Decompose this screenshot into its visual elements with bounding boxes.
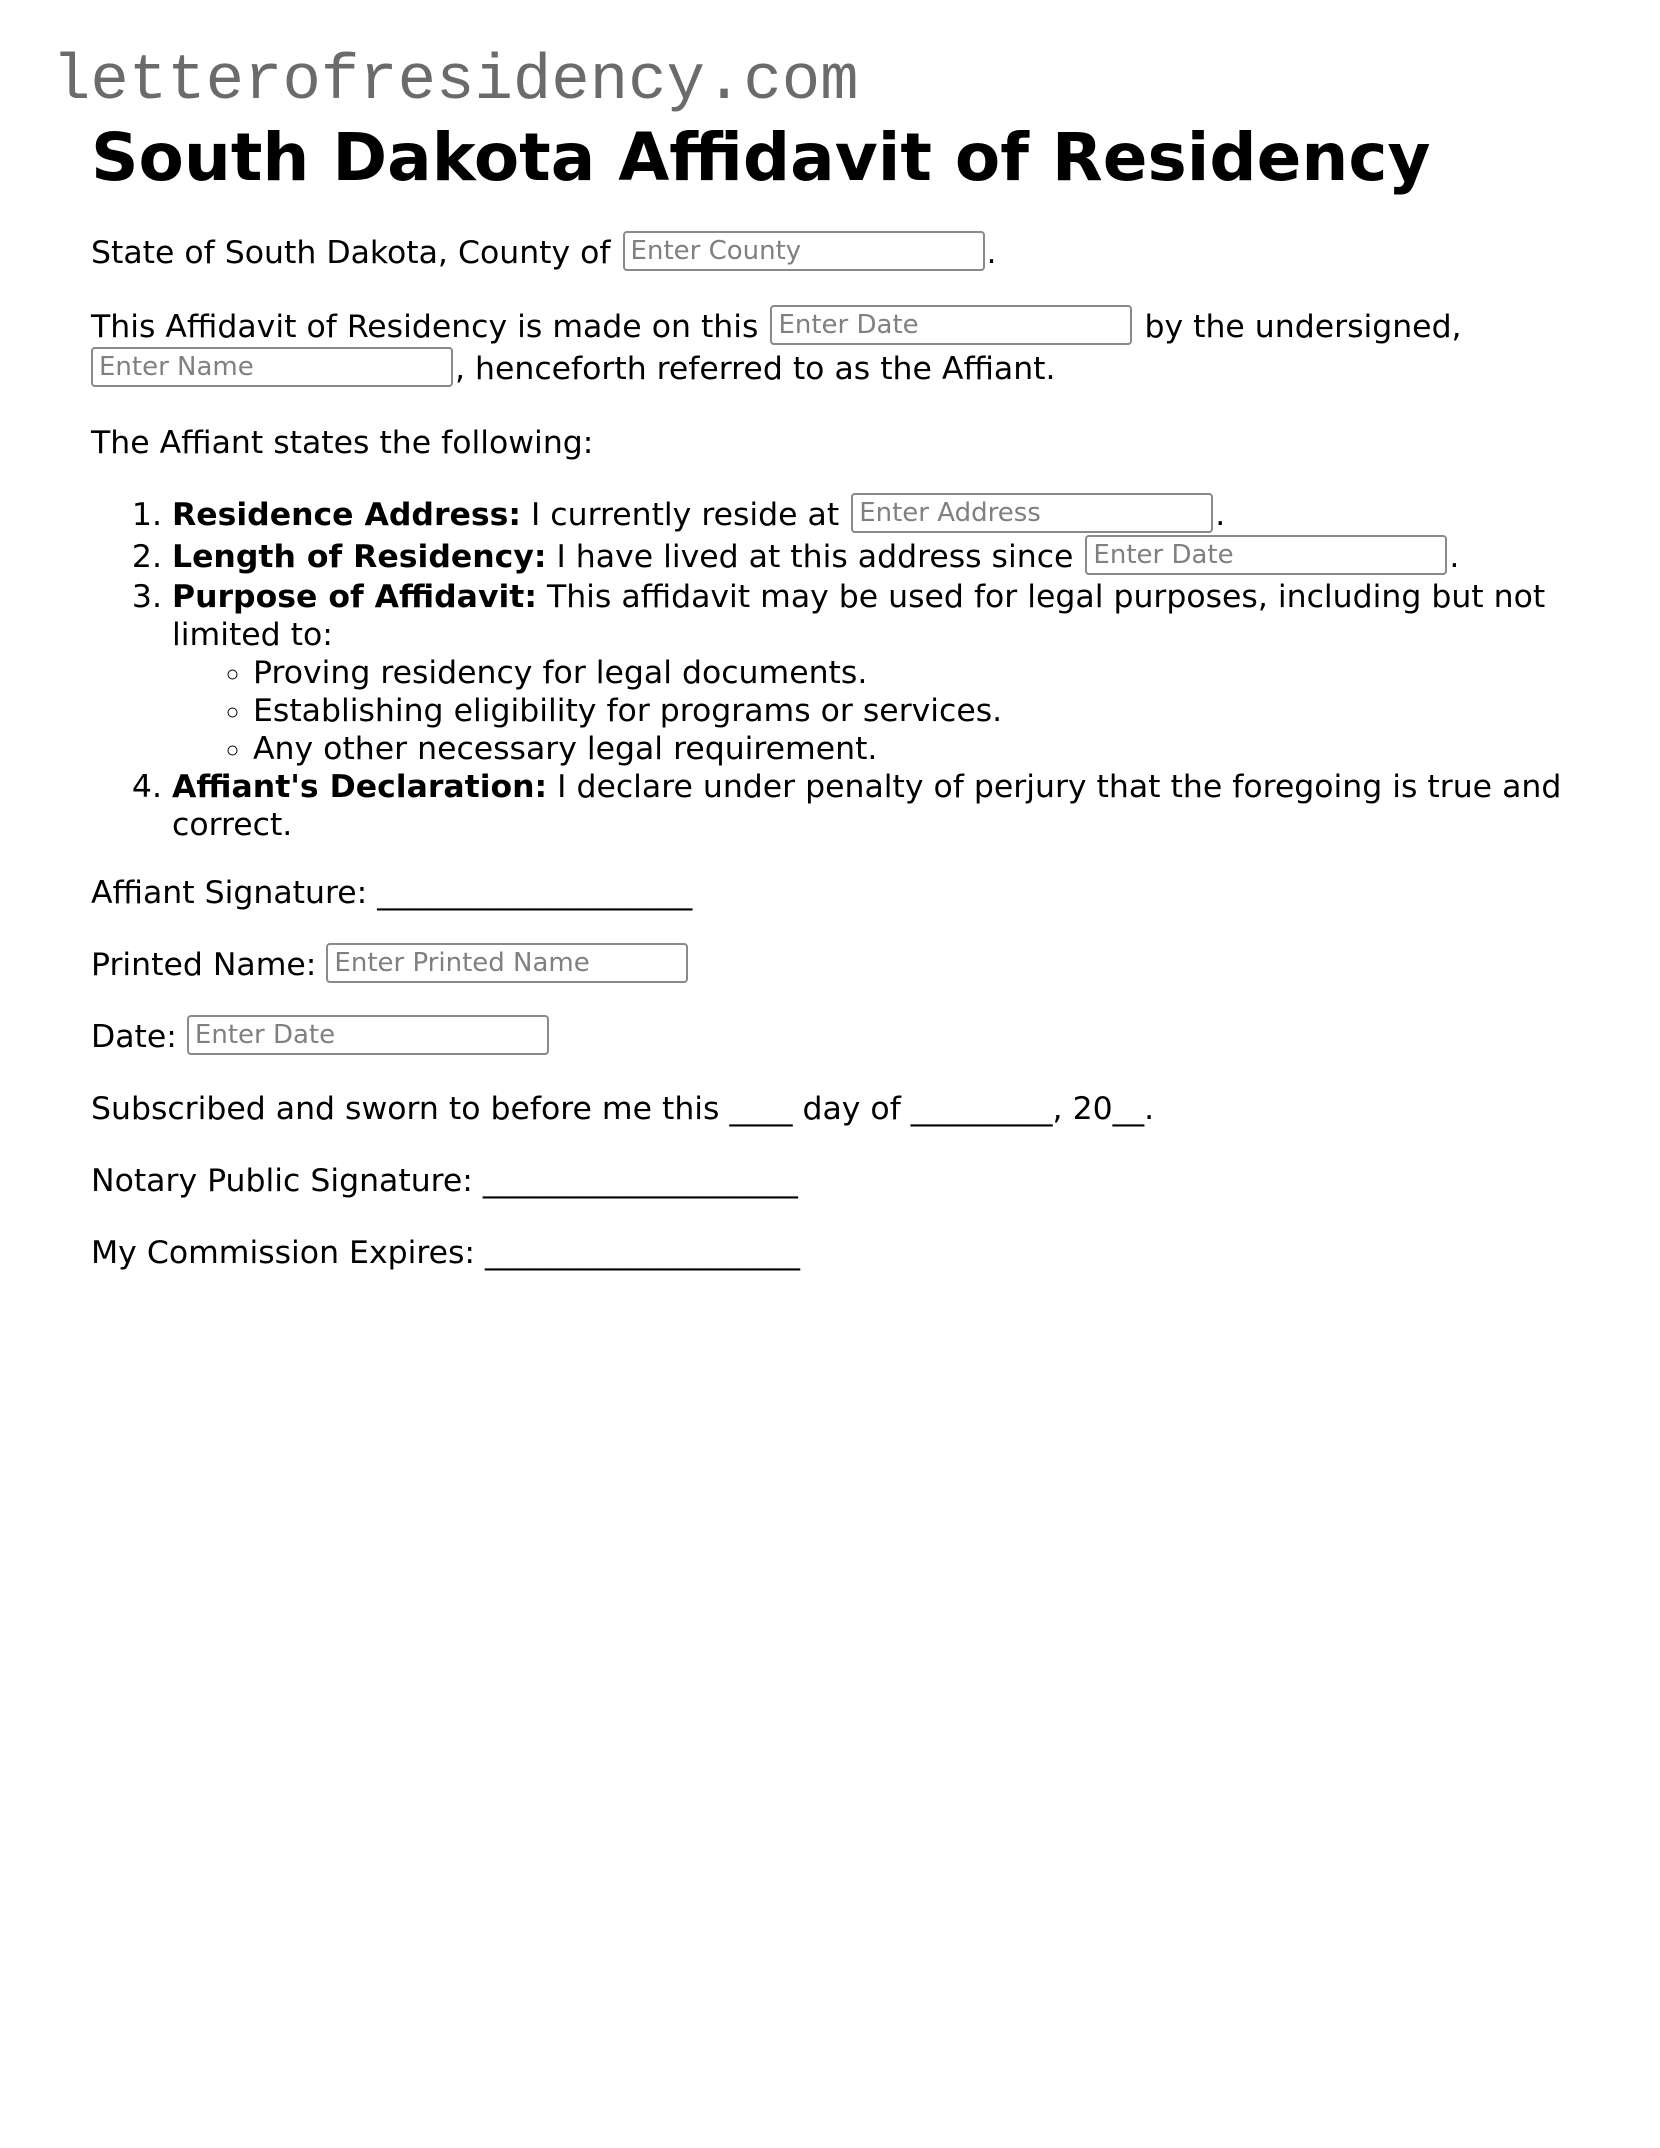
- address-input[interactable]: [851, 493, 1213, 533]
- item-suffix: .: [1449, 539, 1460, 575]
- county-prefix: State of South Dakota, County of: [91, 235, 621, 271]
- printed-name-row: [91, 944, 1591, 986]
- residency-since-date-input[interactable]: [1085, 535, 1447, 575]
- affiant-name-input[interactable]: [91, 347, 453, 387]
- affidavit-document: [91, 118, 1591, 1274]
- purpose-sublist: [172, 654, 1591, 768]
- item-text: I currently reside at: [520, 497, 850, 533]
- statement-list: [91, 494, 1591, 844]
- printed-name-label: Printed Name:: [91, 947, 327, 983]
- site-brand: letterofresidency.com: [52, 46, 859, 118]
- county-input[interactable]: [623, 231, 985, 271]
- affiant-signature-line[interactable]: ____________________: [377, 875, 693, 911]
- printed-name-input[interactable]: [326, 943, 688, 983]
- sworn-statement: Subscribed and sworn to before me this ____ day of _________, 20__.: [91, 1091, 1155, 1127]
- item-suffix: .: [1215, 497, 1226, 533]
- sublist-item: ◦ Establishing eligibility for programs or services.: [253, 692, 1591, 730]
- item-label: Affiant's Declaration:: [172, 769, 548, 805]
- list-item-residence-address: [172, 494, 1591, 536]
- commission-expires-row: [91, 1232, 1591, 1274]
- made-line: [91, 306, 1591, 390]
- signature-date-input[interactable]: [187, 1015, 549, 1055]
- affidavit-date-input[interactable]: [770, 305, 1132, 345]
- sublist-item: ◦ Proving residency for legal documents.: [253, 654, 1591, 692]
- item-label: Length of Residency:: [172, 539, 547, 575]
- signature-date-label: Date:: [91, 1019, 187, 1055]
- notary-signature-line[interactable]: ____________________: [482, 1163, 798, 1199]
- notary-signature-label: Notary Public Signature:: [91, 1163, 483, 1199]
- list-item-declaration: [172, 768, 1591, 844]
- item-text: I have lived at this address since: [546, 539, 1084, 575]
- list-item-length-of-residency: [172, 536, 1591, 578]
- item-label: Purpose of Affidavit:: [172, 579, 537, 615]
- signature-date-row: [91, 1016, 1591, 1058]
- affiant-signature-row: [91, 872, 1591, 914]
- item-label: Residence Address:: [172, 497, 521, 533]
- county-suffix: .: [986, 235, 997, 271]
- made-suffix: , henceforth referred to as the Affiant.: [455, 351, 1056, 387]
- made-middle: by the undersigned,: [1134, 309, 1462, 345]
- notary-signature-row: [91, 1160, 1591, 1202]
- commission-expires-line[interactable]: ____________________: [485, 1235, 801, 1271]
- page-title: South Dakota Affidavit of Residency: [91, 119, 1431, 196]
- affiant-signature-label: Affiant Signature:: [91, 875, 378, 911]
- list-item-purpose: [172, 578, 1591, 768]
- item-text: I declare under penalty of perjury that the foregoing is true and correct.: [172, 769, 1562, 843]
- commission-expires-label: My Commission Expires:: [91, 1235, 486, 1271]
- made-prefix: This Affidavit of Residency is made on this: [91, 309, 769, 345]
- county-line: [91, 232, 1591, 274]
- item-text: This affidavit may be used for legal purposes, including but not limited to:: [172, 579, 1546, 653]
- sublist-item: ◦ Any other necessary legal requirement.: [253, 730, 1591, 768]
- states-intro: The Affiant states the following:: [91, 425, 594, 461]
